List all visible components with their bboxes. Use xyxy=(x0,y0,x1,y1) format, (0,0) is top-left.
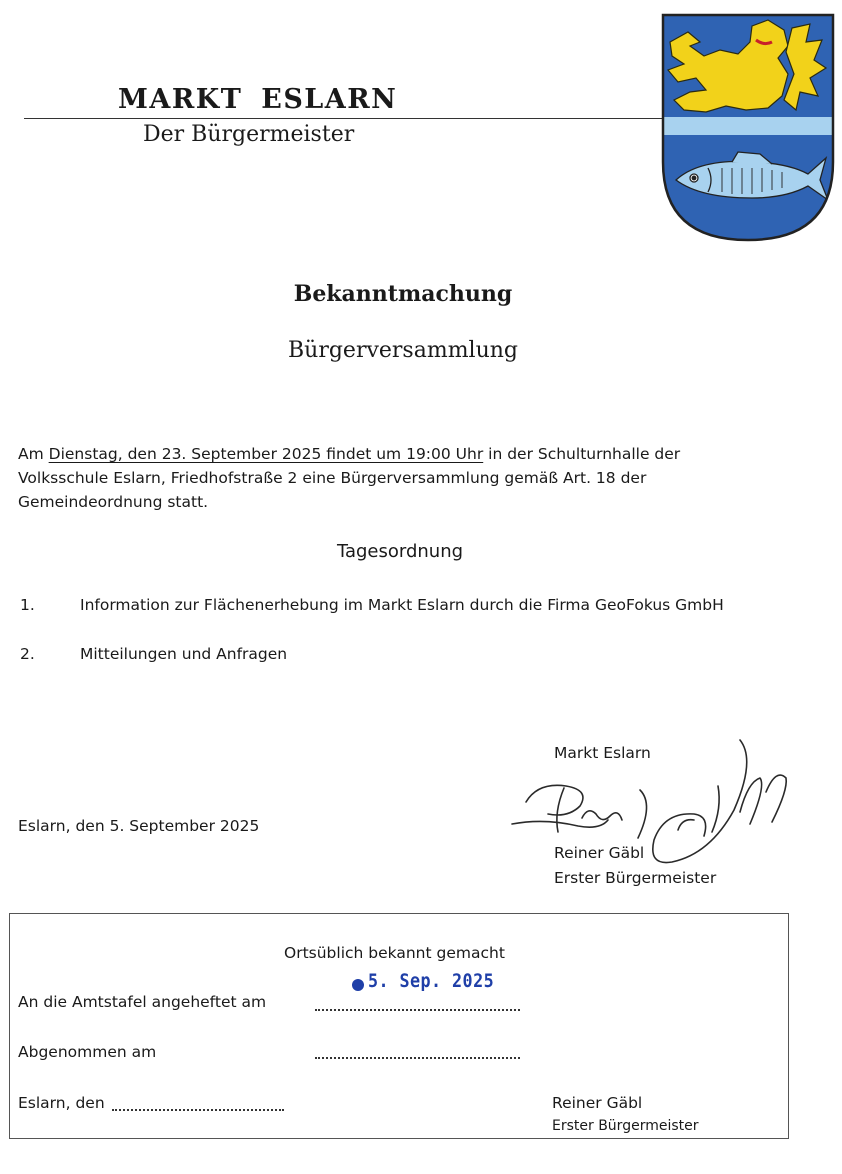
signatory-role: Erster Bürgermeister xyxy=(554,869,717,887)
agenda-item-number: 1. xyxy=(20,596,35,614)
coat-of-arms-icon xyxy=(660,12,836,242)
removed-label: Abgenommen am xyxy=(18,1043,157,1061)
removed-date-field xyxy=(315,1057,520,1059)
notice-signatory-role: Erster Bürgermeister xyxy=(552,1118,699,1134)
document-title: Bekanntmachung xyxy=(293,281,513,307)
document-subtitle: Bürgerversammlung xyxy=(287,338,519,363)
header-divider xyxy=(24,118,664,119)
announcement-paragraph xyxy=(18,442,778,514)
body-line-3: Gemeindeordnung statt. xyxy=(18,493,209,511)
place-date-field xyxy=(112,1109,284,1111)
date-stamp: 5. Sep. 2025 xyxy=(368,970,495,992)
place-label: Eslarn, den xyxy=(18,1094,105,1112)
notice-signatory-name: Reiner Gäbl xyxy=(552,1094,643,1112)
signature-org: Markt Eslarn xyxy=(554,744,651,762)
date-time-text: Dienstag, den 23. September 2025 findet um 19:00 Uhr xyxy=(48,445,484,463)
posted-label: An die Amtstafel angeheftet am xyxy=(18,993,267,1011)
body-line-2: Volksschule Eslarn, Friedhofstraße 2 eine Bürgerversammlung gemäß Art. 18 der xyxy=(18,469,647,487)
agenda-item-number: 2. xyxy=(20,645,35,663)
published-label: Ortsüblich bekannt gemacht xyxy=(284,944,505,962)
agenda-item-text: Mitteilungen und Anfragen xyxy=(80,645,288,663)
org-name: MARKT ESLARN xyxy=(118,84,398,115)
signatory-name: Reiner Gäbl xyxy=(554,844,645,862)
place-date: Eslarn, den 5. September 2025 xyxy=(18,817,260,835)
posted-date-field xyxy=(315,1009,520,1011)
org-subtitle: Der Bürgermeister xyxy=(143,122,355,147)
intro-text: Am xyxy=(18,445,49,463)
agenda-item-text: Information zur Flächenerhebung im Markt Eslarn durch die Firma GeoFokus GmbH xyxy=(80,596,724,614)
agenda-title: Tagesordnung xyxy=(336,541,464,562)
stamp-dot-icon xyxy=(352,979,364,991)
location-text: in der Schulturnhalle der xyxy=(483,445,681,463)
